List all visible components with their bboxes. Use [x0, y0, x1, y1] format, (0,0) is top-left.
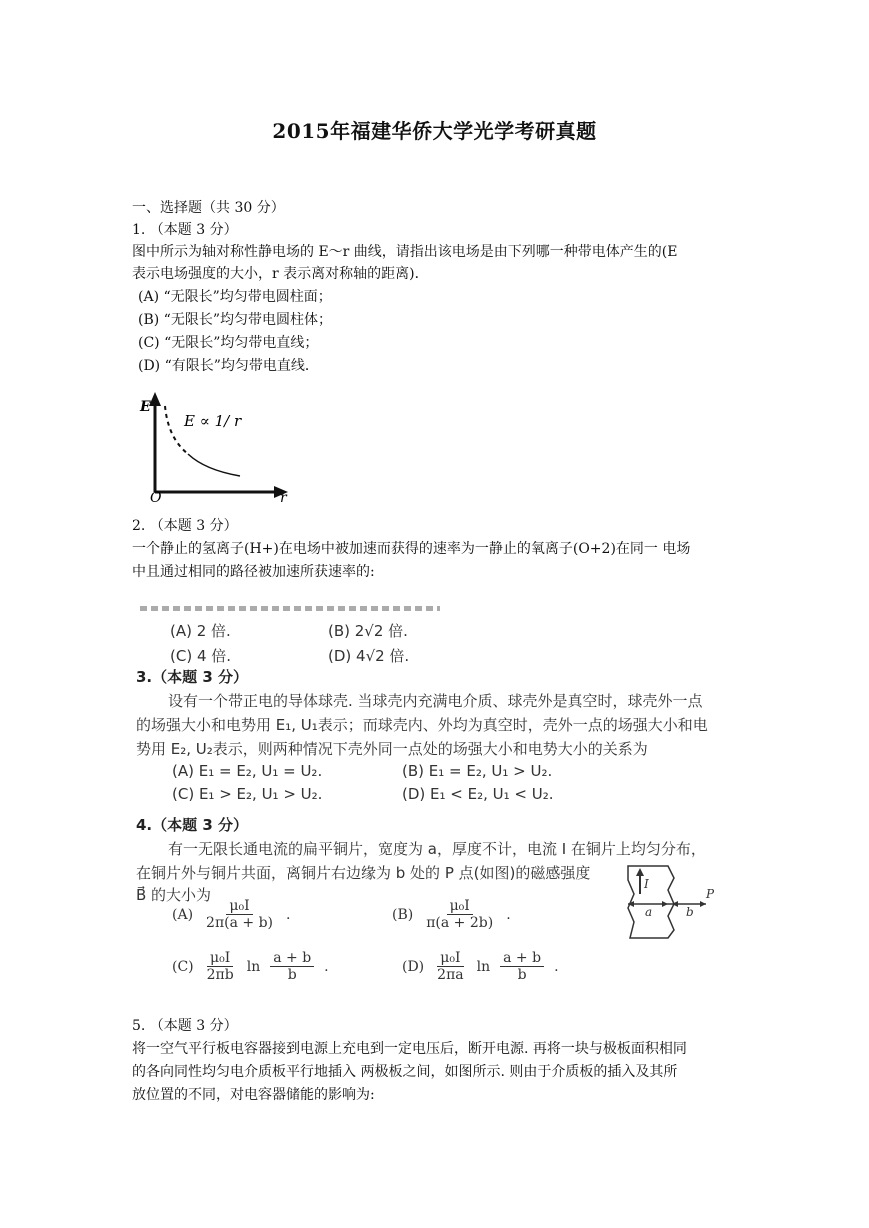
q1-graph-x-label: r: [280, 490, 287, 506]
q1-text-1: 图中所示为轴对称性静电场的 E～r 曲线，请指出该电场是由下列哪一种带电体产生的(E: [132, 244, 678, 260]
q4-option-a: (A) $\frac{\text{μ₀I}}{2\pi(a + b)}$ .: [172, 898, 291, 931]
q3-option-d: (D) E₁ < E₂, U₁ < U₂.: [402, 785, 554, 803]
q3-option-a: (A) E₁ = E₂, U₁ = U₂.: [172, 762, 323, 780]
q4-option-c-fraction-2: $\frac{a + b}{b}$: [270, 950, 314, 983]
q1-option-b: (B) “无限长”均匀带电圆柱体；: [138, 312, 332, 328]
q5-text-1: 将一空气平行板电容器接到电源上充电到一定电压后，断开电源. 再将一块与极板面积相同: [132, 1041, 687, 1057]
q2-option-d: (D) 4√2 倍.: [328, 647, 410, 665]
q4-figure-p: P: [706, 887, 715, 901]
q4-text-2: 在铜片外与铜片共面，离铜片右边缘为 b 处的 P 点(如图)的磁感强度: [136, 864, 591, 882]
q2-header: 2. （本题 3 分）: [132, 518, 238, 534]
q4-option-b-fraction: $\frac{\text{μ₀I}}{\pi(a + 2b)}$: [426, 898, 494, 931]
page-title: 2015年福建华侨大学光学考研真题: [272, 119, 597, 143]
q1-option-c: (C) “无限长”均匀带电直线；: [138, 335, 319, 351]
q4-copper-strip-figure: [620, 860, 720, 942]
q3-option-c: (C) E₁ > E₂, U₁ > U₂.: [172, 785, 323, 803]
cropped-scan-remnant: [140, 606, 440, 611]
q4-header: 4.（本题 3 分）: [136, 816, 249, 834]
section-heading: 一、选择题（共 30 分）: [132, 200, 285, 216]
q5-text-3: 放位置的不同，对电容器储能的影响为:: [132, 1087, 375, 1103]
q4-option-d-fraction: $\frac{\text{μ₀I}}{2\pi a}$: [437, 950, 464, 983]
q2-text-2: 中且通过相同的路径被加速所获速率的:: [132, 564, 375, 580]
q1-graph-origin: O: [150, 490, 162, 506]
q4-figure-b: b: [686, 905, 694, 919]
q4-option-c: (C) $\frac{\text{μ₀I}}{2\pi b}$ ln $\frac{a + b}{b}$ .: [172, 950, 329, 983]
q2-text-1: 一个静止的氢离子(H+)在电场中被加速而获得的速率为一静止的氧离子(O+2)在同一 电场: [132, 541, 691, 557]
q1-e-r-graph: [130, 388, 300, 506]
q4-option-a-fraction: $\frac{\text{μ₀I}}{2\pi(a + b)}$: [206, 898, 274, 931]
q2-option-a: (A) 2 倍.: [170, 622, 231, 640]
q3-option-b: (B) E₁ = E₂, U₁ > U₂.: [402, 762, 553, 780]
q4-option-d-label: (D): [402, 958, 425, 975]
q4-option-d: (D) $\frac{\text{μ₀I}}{2\pi a}$ ln $\frac{a + b}{b}$ .: [402, 950, 559, 983]
q1-option-d: (D) “有限长”均匀带电直线．: [138, 358, 319, 374]
q1-header: 1. （本题 3 分）: [132, 222, 238, 238]
q4-figure-current: I: [644, 877, 649, 891]
q4-text-3: B⃗ 的大小为: [136, 886, 212, 904]
q4-option-a-label: (A): [172, 906, 194, 923]
q2-option-b: (B) 2√2 倍.: [328, 622, 408, 640]
q3-text-3: 势用 E₂, U₂表示，则两种情况下壳外同一点处的场强大小和电势大小的关系为: [136, 740, 648, 758]
q4-option-c-fraction: $\frac{\text{μ₀I}}{2\pi b}$: [206, 950, 234, 983]
q1-graph-y-label: E: [140, 399, 151, 415]
q1-text-2: 表示电场强度的大小，r 表示离对称轴的距离)．: [132, 266, 429, 282]
q4-figure-a: a: [645, 905, 653, 919]
q4-text-1: 有一无限长通电流的扁平铜片，宽度为 a，厚度不计，电流 I 在铜片上均匀分布，: [168, 840, 706, 858]
q1-graph-formula: E ∝ 1/ r: [184, 412, 242, 430]
q5-header: 5. （本题 3 分）: [132, 1018, 238, 1034]
q3-text-2: 的场强大小和电势用 E₁, U₁表示；而球壳内、外均为真空时，壳外一点的场强大小和电: [136, 716, 708, 734]
q4-option-d-fraction-2: $\frac{a + b}{b}$: [500, 950, 544, 983]
q1-curve-solid: [188, 454, 240, 476]
q4-option-c-label: (C): [172, 958, 194, 975]
q3-header: 3.（本题 3 分）: [136, 668, 249, 686]
q4-option-b-label: (B): [392, 906, 414, 923]
q5-text-2: 的各向同性均匀电介质板平行地插入 两极板之间，如图所示. 则由于介质板的插入及其所: [132, 1064, 678, 1080]
q4-option-b: (B) $\frac{\text{μ₀I}}{\pi(a + 2b)}$ .: [392, 898, 511, 931]
q3-text-1: 设有一个带正电的导体球壳. 当球壳内充满电介质、球壳外是真空时，球壳外一点: [168, 692, 703, 710]
q1-option-a: (A) “无限长”均匀带电圆柱面；: [138, 289, 332, 305]
q2-option-c: (C) 4 倍.: [170, 647, 232, 665]
